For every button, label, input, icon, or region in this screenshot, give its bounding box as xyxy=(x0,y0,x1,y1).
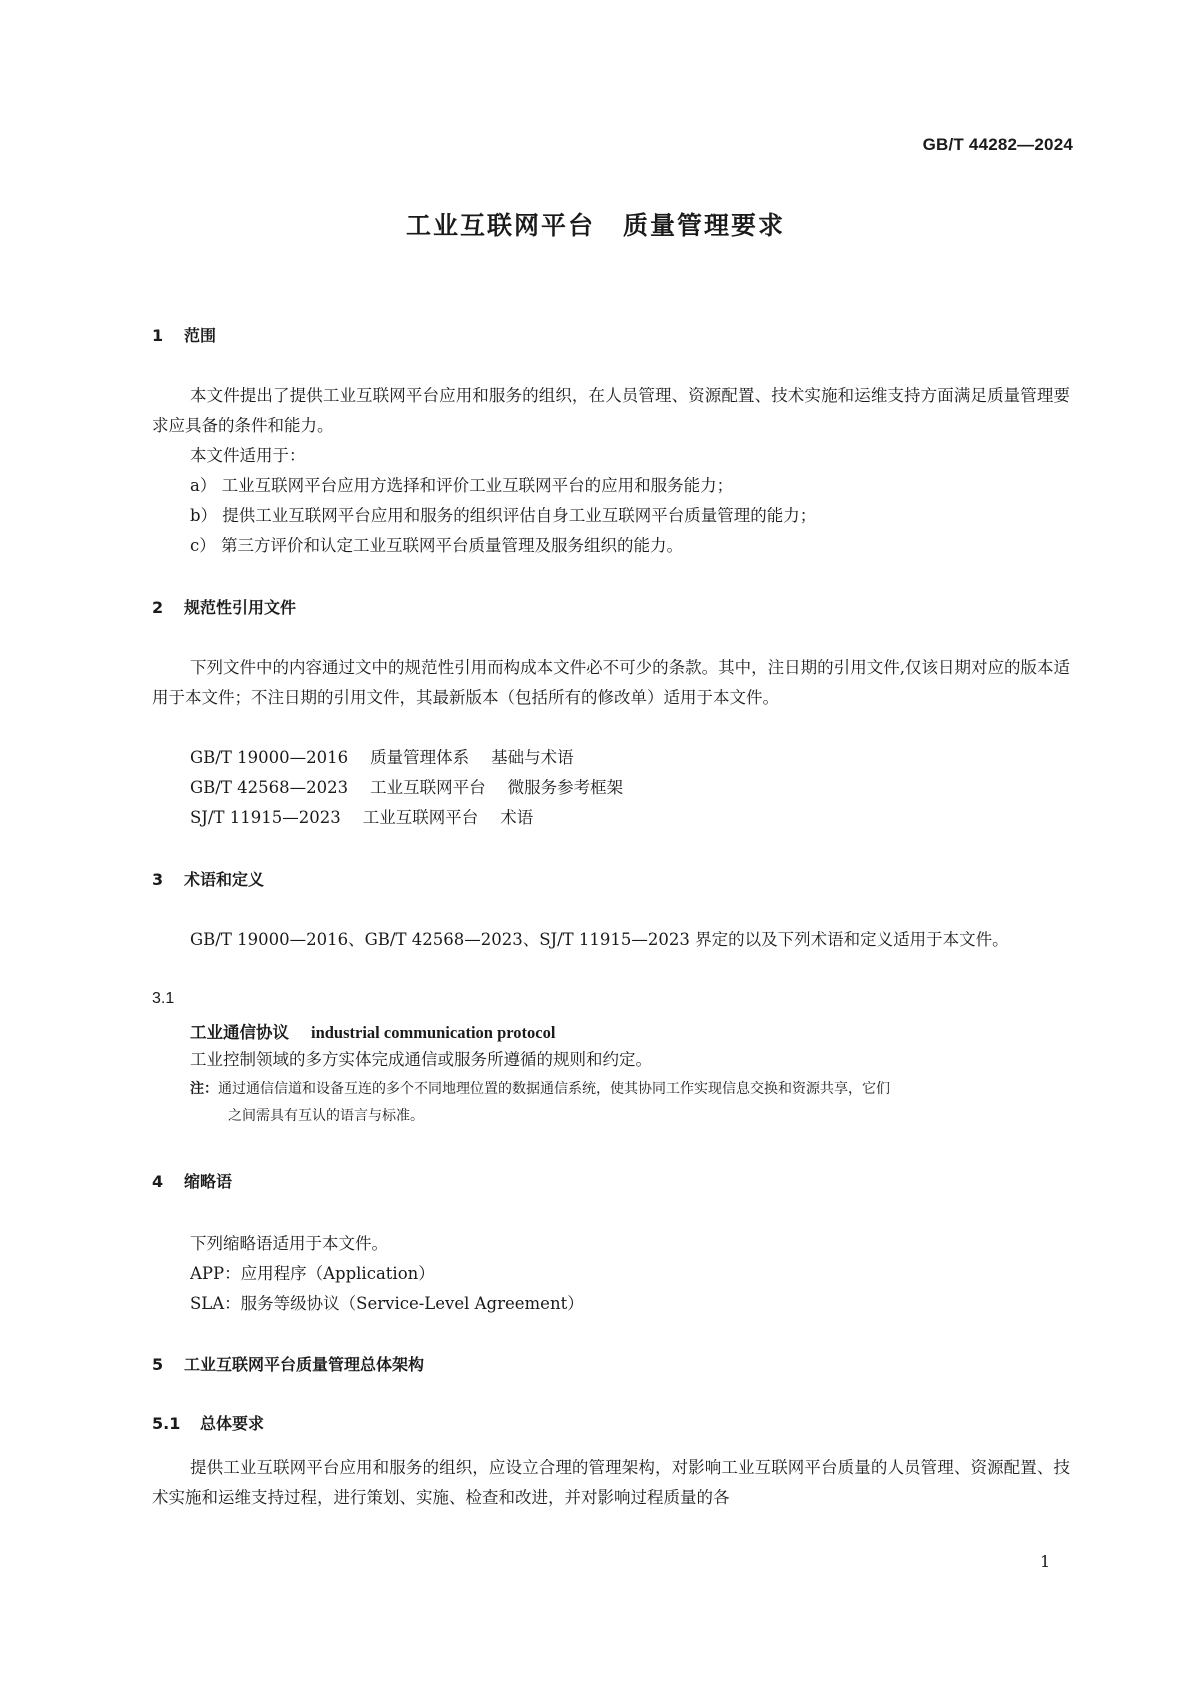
reference-item: SJ/T 11915—2023 工业互联网平台 术语 xyxy=(190,808,534,827)
list-item: b） 提供工业互联网平台应用和服务的组织评估自身工业互联网平台质量管理的能力； xyxy=(190,506,817,525)
section-1-paragraph: 本文件提出了提供工业互联网平台应用和服务的组织，在人员管理、资源配置、技术实施和运维支持方面满足质量管理要求应具备的条件和能力。 xyxy=(152,386,1070,435)
section-5-1-paragraph: 提供工业互联网平台应用和服务的组织，应设立合理的管理架构，对影响工业互联网平台质量的人员管理、资源配置、技术实施和运维支持过程，进行策划、实施、检查和改进，并对影响过程质量的各 xyxy=(152,1458,1070,1507)
document-title xyxy=(0,206,1191,242)
section-1-heading: 1 范围 xyxy=(152,326,217,345)
section-5-heading: 5 工业互联网平台质量管理总体架构 xyxy=(152,1355,425,1374)
list-item: c） 第三方评价和认定工业互联网平台质量管理及服务组织的能力。 xyxy=(190,536,683,555)
reference-item: GB/T 19000—2016 质量管理体系 基础与术语 xyxy=(190,748,574,767)
term-note: 注：通过通信信道和设备互连的多个不同地理位置的数据通信系统，使其协同工作实现信息交换和资源共享，它们 之间需具有互认的语言与标准。 xyxy=(190,1081,890,1124)
section-1-applies-to: 本文件适用于： xyxy=(190,446,306,465)
title-part-1: 工业互联网平台 xyxy=(405,211,595,240)
term-definition: 工业控制领域的多方实体完成通信或服务所遵循的规则和约定。 xyxy=(190,1050,652,1069)
section-2-paragraph: 下列文件中的内容通过文中的规范性引用而构成本文件必不可少的条款。其中，注日期的引用文件,仅该日期对应的版本适用于本文件；不注日期的引用文件，其最新版本（包括所有的修改单）适用于本文件。 xyxy=(152,658,1070,707)
term-title: 工业通信协议 industrial communication protocol xyxy=(190,1023,556,1042)
section-2-heading: 2 规范性引用文件 xyxy=(152,598,297,617)
note-label: 注： xyxy=(190,1081,218,1097)
section-3-heading: 3 术语和定义 xyxy=(152,870,265,889)
reference-item: GB/T 42568—2023 工业互联网平台 微服务参考框架 xyxy=(190,778,624,797)
title-part-2: 质量管理要求 xyxy=(623,211,786,240)
section-5-1-heading: 5.1 总体要求 xyxy=(152,1414,265,1433)
abbreviation-item: APP：应用程序（Application） xyxy=(190,1264,435,1283)
standard-number: GB/T 44282—2024 xyxy=(922,135,1073,154)
term-number: 3.1 xyxy=(152,990,175,1007)
page-number: 1 xyxy=(1040,1552,1051,1571)
section-4-heading: 4 缩略语 xyxy=(152,1172,233,1191)
list-item: a） 工业互联网平台应用方选择和评价工业互联网平台的应用和服务能力； xyxy=(190,476,734,495)
section-3-paragraph: GB/T 19000—2016、GB/T 42568—2023、SJ/T 11915—2023 界定的以及下列术语和定义适用于本文件。 xyxy=(190,930,1009,949)
section-4-intro: 下列缩略语适用于本文件。 xyxy=(190,1234,388,1253)
abbreviation-item: SLA：服务等级协议（Service-Level Agreement） xyxy=(190,1294,584,1313)
